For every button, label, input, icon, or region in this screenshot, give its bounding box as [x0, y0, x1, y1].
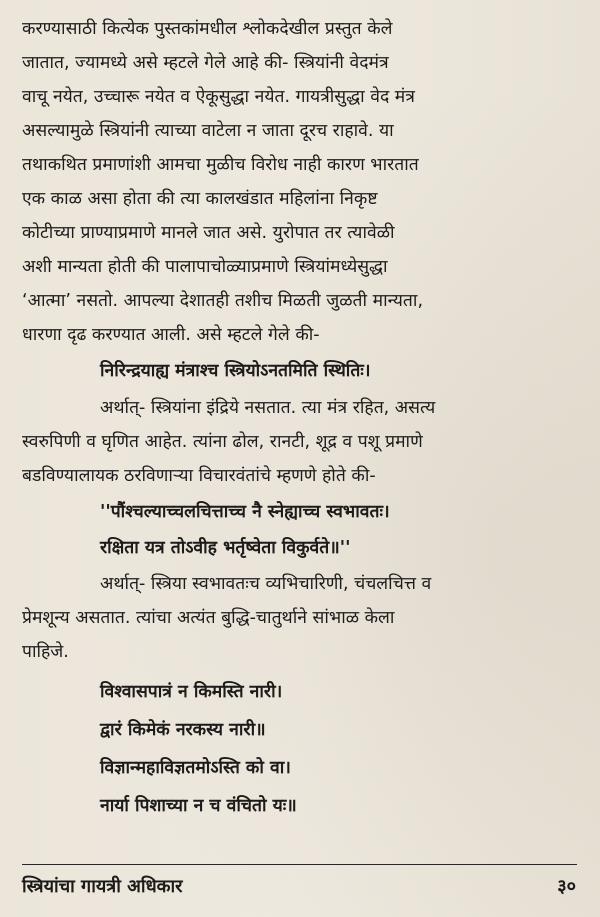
text-line: करण्यासाठी कित्येक पुस्तकांमधील श्लोकदेखील प्रस्तुत केले — [22, 19, 393, 39]
text-line: तथाकथित प्रमाणांशी आमचा मुळीच विरोध नाही कारण भारतात — [22, 155, 419, 175]
verse-line: विज्ञान्महाविज्ञतमोऽस्ति को वा। — [100, 758, 291, 778]
text-line: अर्थात्- स्त्रियांना इंद्रिये नसतात. त्या मंत्र रहित, असत्य — [100, 398, 436, 418]
verse-line: द्वारं किमेकं नरकस्य नारी॥ — [100, 720, 266, 740]
text-line: वाचू नयेत, उच्चारू नयेत व ऐकूसुद्धा नयेत. गायत्रीसुद्धा वेद मंत्र — [22, 87, 415, 107]
verse-line: विश्वासपात्रं न किमस्ति नारी। — [100, 682, 283, 702]
text-line: जातात, ज्यामध्ये असे म्हटले गेले आहे की- स्त्रियांनी वेदमंत्र — [22, 53, 389, 73]
running-footer-title: स्त्रियांचा गायत्री अधिकार — [22, 876, 183, 897]
text-line: असल्यामुळे स्त्रियांनी त्याच्या वाटेला न जाता दूरच राहावे. या — [22, 121, 394, 141]
text-line: अर्थात्- स्त्रिया स्वभावतःच व्यभिचारिणी, चंचलचित्त व — [100, 574, 432, 594]
text-line: पाहिजे. — [22, 642, 69, 662]
verse-line: नार्या पिशाच्या न च वंचितो यः॥ — [100, 796, 297, 816]
verse-line: निरिन्द्रयाह्य मंत्राश्च स्त्रियोऽनतमिति स्थितिः। — [100, 361, 371, 381]
page-number: ३० — [557, 876, 576, 897]
verse-line: ''पौंश्चल्याच्चलचित्ताच्च नै स्नेह्याच्च स्वभावतः। — [100, 502, 390, 522]
text-line: स्वरुपिणी व घृणित आहेत. त्यांना ढोल, रानटी, शूद्र व पशू प्रमाणे — [22, 432, 423, 452]
text-line: धारणा दृढ करण्यात आली. असे म्हटले गेले की- — [22, 325, 320, 345]
footer-divider — [22, 864, 577, 865]
text-line: प्रेमशून्य असतात. त्यांचा अत्यंत बुद्धि-चातुर्थाने सांभाळ केला — [22, 608, 395, 628]
text-line: अशी मान्यता होती की पालापाचोळ्याप्रमाणे स्त्रियांमध्येसुद्धा — [22, 257, 388, 277]
verse-line: रक्षिता यत्र तोऽवीह भर्तृष्वेता विकुर्वते॥'' — [100, 538, 351, 558]
text-line: बडविण्यालायक ठरविणाऱ्या विचारवंतांचे म्हणणे होते की- — [22, 466, 376, 486]
text-line: ‘आत्मा’ नसतो. आपल्या देशातही तशीच मिळती जुळती मान्यता, — [22, 291, 424, 311]
text-line: कोटीच्या प्राण्याप्रमाणे मानले जात असे. युरोपात तर त्यावेळी — [22, 223, 395, 243]
text-line: एक काळ असा होता की त्या कालखंडात महिलांना निकृष्ट — [22, 189, 378, 209]
